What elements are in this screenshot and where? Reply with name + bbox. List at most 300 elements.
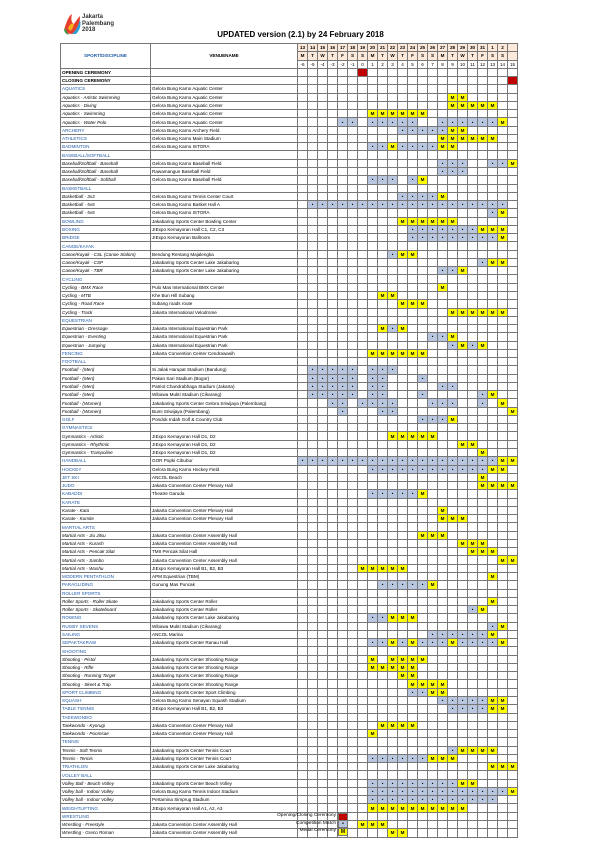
medal-cell: M: [478, 341, 488, 349]
empty-day-cell: [468, 391, 478, 399]
empty-day-cell: [378, 358, 388, 366]
empty-day-cell: [308, 473, 318, 481]
empty-day-cell: [478, 192, 488, 200]
empty-day-cell: [368, 482, 378, 490]
competition-cell: •: [438, 696, 448, 704]
empty-day-cell: [358, 93, 368, 101]
empty-day-cell: [328, 564, 338, 572]
empty-day-cell: [318, 531, 328, 539]
empty-day-cell: [318, 143, 328, 151]
empty-day-cell: [428, 589, 438, 597]
logo-line-1: Jakarta: [82, 14, 104, 20]
venue-name-cell: Jakabaring Sports Center Lake Jakabaring: [151, 614, 298, 622]
empty-day-cell: [438, 440, 448, 448]
empty-day-cell: [388, 515, 398, 523]
empty-day-cell: [308, 639, 318, 647]
empty-day-cell: [508, 258, 518, 266]
empty-day-cell: [318, 68, 328, 76]
empty-day-cell: [298, 746, 308, 754]
empty-day-cell: [418, 151, 428, 159]
empty-day-cell: [458, 606, 468, 614]
empty-day-cell: [378, 606, 388, 614]
empty-day-cell: [338, 440, 348, 448]
empty-day-cell: [448, 606, 458, 614]
empty-day-cell: [378, 647, 388, 655]
empty-day-cell: [328, 407, 338, 415]
empty-day-cell: [358, 482, 368, 490]
empty-day-cell: [458, 275, 468, 283]
empty-day-cell: [308, 176, 318, 184]
competition-cell: •: [418, 639, 428, 647]
day-offset-header-cell: 9: [448, 60, 458, 68]
empty-day-cell: [498, 374, 508, 382]
sport-name-cell: Karate - Kumite: [61, 515, 151, 523]
empty-day-cell: [508, 696, 518, 704]
empty-day-cell: [298, 225, 308, 233]
medal-cell: M: [398, 614, 408, 622]
empty-day-cell: [508, 829, 518, 837]
empty-day-cell: [418, 358, 428, 366]
empty-day-cell: [328, 763, 338, 771]
competition-cell: •: [478, 630, 488, 638]
empty-day-cell: [308, 110, 318, 118]
empty-day-cell: [498, 151, 508, 159]
sport-name-cell: Wrestling - Freestyle: [61, 820, 151, 828]
empty-day-cell: [328, 267, 338, 275]
competition-cell: •: [408, 234, 418, 242]
competition-cell: •: [438, 234, 448, 242]
empty-day-cell: [418, 407, 428, 415]
competition-cell: •: [408, 176, 418, 184]
empty-day-cell: [488, 358, 498, 366]
competition-cell: •: [338, 366, 348, 374]
medal-cell: M: [428, 581, 438, 589]
empty-day-cell: [458, 110, 468, 118]
empty-day-cell: [438, 291, 448, 299]
medal-cell: M: [388, 614, 398, 622]
empty-day-cell: [328, 606, 338, 614]
empty-day-cell: [488, 325, 498, 333]
empty-day-cell: [488, 539, 498, 547]
competition-cell: •: [368, 457, 378, 465]
discipline-row: [61, 432, 518, 440]
competition-cell: •: [478, 705, 488, 713]
empty-day-cell: [338, 680, 348, 688]
date-header-cell: 13: [298, 44, 308, 52]
empty-day-cell: [328, 730, 338, 738]
empty-day-cell: [498, 771, 508, 779]
empty-day-cell: [308, 606, 318, 614]
empty-day-cell: [448, 589, 458, 597]
empty-day-cell: [318, 85, 328, 93]
empty-day-cell: [298, 573, 308, 581]
empty-day-cell: [498, 93, 508, 101]
empty-day-cell: [498, 143, 508, 151]
empty-day-cell: [338, 465, 348, 473]
empty-day-cell: [458, 688, 468, 696]
empty-day-cell: [508, 209, 518, 217]
weekday-header-cell: W: [458, 52, 468, 60]
empty-day-cell: [458, 721, 468, 729]
empty-day-cell: [388, 573, 398, 581]
empty-day-cell: [448, 176, 458, 184]
competition-cell: •: [418, 581, 428, 589]
empty-day-cell: [428, 283, 438, 291]
empty-day-cell: [488, 184, 498, 192]
empty-day-cell: [358, 234, 368, 242]
medal-cell: M: [378, 721, 388, 729]
empty-day-cell: [448, 424, 458, 432]
empty-day-cell: [468, 672, 478, 680]
empty-day-cell: [398, 399, 408, 407]
empty-day-cell: [378, 217, 388, 225]
empty-day-cell: [508, 283, 518, 291]
empty-day-cell: [298, 68, 308, 76]
competition-cell: •: [498, 787, 508, 795]
sport-name-cell: RUGBY SEVENS: [61, 622, 151, 630]
sport-row: [61, 581, 518, 589]
empty-day-cell: [338, 622, 348, 630]
empty-day-cell: [418, 738, 428, 746]
venue-name-cell: Jakarta Convention Center Plenary Hall: [151, 721, 298, 729]
empty-day-cell: [328, 118, 338, 126]
competition-cell: •: [448, 779, 458, 787]
empty-day-cell: [488, 407, 498, 415]
empty-day-cell: [458, 614, 468, 622]
empty-day-cell: [378, 829, 388, 837]
empty-day-cell: [408, 498, 418, 506]
empty-day-cell: [408, 829, 418, 837]
empty-day-cell: [348, 730, 358, 738]
venue-name-cell: Jakabaring Sports Center Shooting Range: [151, 663, 298, 671]
sport-name-cell: Aquatics - Artistic Swimming: [61, 93, 151, 101]
medal-cell: M: [498, 399, 508, 407]
empty-day-cell: [468, 713, 478, 721]
empty-day-cell: [338, 325, 348, 333]
empty-day-cell: [298, 680, 308, 688]
empty-day-cell: [378, 730, 388, 738]
empty-day-cell: [508, 490, 518, 498]
sport-row: [61, 688, 518, 696]
empty-day-cell: [468, 614, 478, 622]
empty-day-cell: [338, 151, 348, 159]
empty-day-cell: [508, 796, 518, 804]
medal-cell: M: [448, 804, 458, 812]
empty-day-cell: [308, 647, 318, 655]
competition-cell: •: [438, 225, 448, 233]
sport-row: [61, 573, 518, 581]
empty-day-cell: [308, 333, 318, 341]
empty-day-cell: [358, 606, 368, 614]
medal-cell: M: [478, 539, 488, 547]
discipline-row: [61, 118, 518, 126]
empty-day-cell: [458, 283, 468, 291]
empty-day-cell: [458, 382, 468, 390]
empty-day-cell: [318, 449, 328, 457]
empty-day-cell: [508, 730, 518, 738]
empty-day-cell: [508, 531, 518, 539]
empty-day-cell: [338, 639, 348, 647]
empty-day-cell: [368, 581, 378, 589]
empty-day-cell: [358, 531, 368, 539]
empty-day-cell: [388, 192, 398, 200]
empty-day-cell: [478, 713, 488, 721]
venue-name-cell: [151, 184, 298, 192]
venue-name-cell: Jakabaring Sports Center Lake Jakabaring: [151, 258, 298, 266]
day-offset-header-cell: 4: [398, 60, 408, 68]
empty-day-cell: [488, 68, 498, 76]
empty-day-cell: [358, 548, 368, 556]
empty-day-cell: [468, 242, 478, 250]
sport-row: [61, 151, 518, 159]
empty-day-cell: [408, 556, 418, 564]
empty-day-cell: [508, 126, 518, 134]
empty-day-cell: [348, 556, 358, 564]
medal-cell: M: [408, 250, 418, 258]
empty-day-cell: [298, 771, 308, 779]
competition-cell: •: [488, 622, 498, 630]
empty-day-cell: [468, 647, 478, 655]
medal-cell: M: [468, 539, 478, 547]
empty-day-cell: [338, 796, 348, 804]
competition-cell: •: [408, 143, 418, 151]
medal-cell: M: [448, 415, 458, 423]
medal-cell: M: [438, 680, 448, 688]
empty-day-cell: [438, 597, 448, 605]
empty-day-cell: [478, 85, 488, 93]
empty-day-cell: [328, 630, 338, 638]
empty-day-cell: [328, 242, 338, 250]
weekday-header-cell: T: [308, 52, 318, 60]
empty-day-cell: [298, 630, 308, 638]
empty-day-cell: [368, 473, 378, 481]
day-offset-header-cell: 6: [418, 60, 428, 68]
empty-day-cell: [348, 291, 358, 299]
empty-day-cell: [398, 473, 408, 481]
medal-cell: M: [388, 663, 398, 671]
empty-day-cell: [368, 415, 378, 423]
empty-day-cell: [368, 688, 378, 696]
day-offset-header-cell: -5: [308, 60, 318, 68]
empty-day-cell: [438, 589, 448, 597]
empty-day-cell: [458, 771, 468, 779]
empty-day-cell: [338, 754, 348, 762]
sport-name-cell: Football - (Women): [61, 407, 151, 415]
empty-day-cell: [478, 126, 488, 134]
venue-name-cell: Gelora Bung Karno Hockey Field: [151, 465, 298, 473]
medal-cell: M: [458, 341, 468, 349]
medal-cell: M: [378, 291, 388, 299]
empty-day-cell: [428, 382, 438, 390]
empty-day-cell: [398, 738, 408, 746]
empty-day-cell: [358, 242, 368, 250]
competition-cell: •: [378, 407, 388, 415]
empty-day-cell: [368, 771, 378, 779]
competition-cell: •: [458, 796, 468, 804]
empty-day-cell: [298, 234, 308, 242]
empty-day-cell: [508, 622, 518, 630]
empty-day-cell: [508, 201, 518, 209]
medal-cell: M: [468, 746, 478, 754]
empty-day-cell: [478, 614, 488, 622]
sport-name-cell: ATHLETICS: [61, 134, 151, 142]
competition-cell: •: [438, 126, 448, 134]
venue-name-cell: Jakarta Convention Center Plenary Hall: [151, 482, 298, 490]
date-header-cell: 14: [308, 44, 318, 52]
empty-day-cell: [438, 101, 448, 109]
competition-cell: •: [328, 366, 338, 374]
empty-day-cell: [348, 308, 358, 316]
empty-day-cell: [378, 523, 388, 531]
empty-day-cell: [378, 440, 388, 448]
empty-day-cell: [438, 184, 448, 192]
empty-day-cell: [458, 399, 468, 407]
empty-day-cell: [338, 738, 348, 746]
empty-day-cell: [418, 482, 428, 490]
empty-day-cell: [358, 779, 368, 787]
empty-day-cell: [418, 614, 428, 622]
empty-day-cell: [488, 730, 498, 738]
empty-day-cell: [398, 415, 408, 423]
empty-day-cell: [378, 424, 388, 432]
empty-day-cell: [488, 151, 498, 159]
sport-row: [61, 630, 518, 638]
empty-day-cell: [348, 358, 358, 366]
empty-day-cell: [468, 531, 478, 539]
medal-cell: M: [448, 143, 458, 151]
empty-day-cell: [388, 548, 398, 556]
empty-day-cell: [298, 672, 308, 680]
empty-day-cell: [338, 779, 348, 787]
empty-day-cell: [338, 763, 348, 771]
empty-day-cell: [488, 110, 498, 118]
empty-day-cell: [328, 151, 338, 159]
empty-day-cell: [488, 498, 498, 506]
empty-day-cell: [398, 523, 408, 531]
empty-day-cell: [298, 391, 308, 399]
empty-day-cell: [358, 738, 368, 746]
empty-day-cell: [478, 738, 488, 746]
empty-day-cell: [478, 217, 488, 225]
empty-day-cell: [498, 663, 508, 671]
venue-name-cell: JIExpo Kemayoran Hall D1, D2: [151, 449, 298, 457]
empty-day-cell: [298, 325, 308, 333]
venue-name-cell: [151, 771, 298, 779]
empty-day-cell: [448, 680, 458, 688]
empty-day-cell: [508, 655, 518, 663]
empty-day-cell: [378, 308, 388, 316]
empty-day-cell: [358, 184, 368, 192]
empty-day-cell: [498, 449, 508, 457]
empty-day-cell: [488, 333, 498, 341]
empty-day-cell: [428, 573, 438, 581]
empty-day-cell: [408, 209, 418, 217]
empty-day-cell: [348, 655, 358, 663]
medal-cell: M: [368, 564, 378, 572]
discipline-row: [61, 754, 518, 762]
medal-cell: M: [468, 308, 478, 316]
empty-day-cell: [458, 738, 468, 746]
empty-day-cell: [328, 573, 338, 581]
medal-cell: M: [508, 407, 518, 415]
empty-day-cell: [308, 498, 318, 506]
empty-day-cell: [368, 85, 378, 93]
empty-day-cell: [318, 250, 328, 258]
empty-day-cell: [388, 333, 398, 341]
empty-day-cell: [458, 531, 468, 539]
empty-day-cell: [328, 647, 338, 655]
empty-day-cell: [468, 333, 478, 341]
empty-day-cell: [428, 101, 438, 109]
medal-cell: M: [498, 234, 508, 242]
medal-cell: M: [408, 639, 418, 647]
medal-cell: M: [468, 779, 478, 787]
competition-cell: •: [428, 143, 438, 151]
empty-day-cell: [358, 275, 368, 283]
medal-cell: M: [428, 804, 438, 812]
medal-cell: M: [488, 134, 498, 142]
empty-day-cell: [348, 134, 358, 142]
empty-day-cell: [398, 622, 408, 630]
empty-day-cell: [408, 341, 418, 349]
empty-day-cell: [408, 705, 418, 713]
empty-day-cell: [438, 77, 448, 85]
empty-day-cell: [478, 573, 488, 581]
competition-cell: •: [378, 465, 388, 473]
empty-day-cell: [348, 275, 358, 283]
empty-day-cell: [458, 730, 468, 738]
competition-cell: •: [428, 399, 438, 407]
venue-name-cell: Jakarta Convention Center Assembly Hall: [151, 539, 298, 547]
venue-name-cell: APM Equestrian (TBM): [151, 573, 298, 581]
empty-day-cell: [388, 672, 398, 680]
competition-cell: •: [308, 374, 318, 382]
sport-name-cell: Aquatics - Diving: [61, 101, 151, 109]
empty-day-cell: [348, 746, 358, 754]
empty-day-cell: [388, 523, 398, 531]
competition-cell: •: [388, 325, 398, 333]
sport-name-cell: Shooting - Pistol: [61, 655, 151, 663]
discipline-row: [61, 201, 518, 209]
empty-day-cell: [378, 126, 388, 134]
empty-day-cell: [308, 415, 318, 423]
sport-name-cell: GYMNASTICS: [61, 424, 151, 432]
empty-day-cell: [398, 234, 408, 242]
competition-cell: •: [368, 382, 378, 390]
empty-day-cell: [428, 85, 438, 93]
weekday-header-cell: F: [408, 52, 418, 60]
competition-cell: •: [348, 457, 358, 465]
medal-cell: M: [478, 482, 488, 490]
empty-day-cell: [348, 101, 358, 109]
empty-day-cell: [388, 440, 398, 448]
sport-name-cell: Baseball/Softball - Softball: [61, 176, 151, 184]
venue-name-cell: Jakarta Convention Center Assembly Hall: [151, 556, 298, 564]
empty-day-cell: [368, 539, 378, 547]
empty-day-cell: [338, 663, 348, 671]
empty-day-cell: [478, 333, 488, 341]
empty-day-cell: [418, 539, 428, 547]
empty-day-cell: [348, 151, 358, 159]
empty-day-cell: [468, 688, 478, 696]
empty-day-cell: [328, 705, 338, 713]
empty-day-cell: [368, 209, 378, 217]
empty-day-cell: [408, 746, 418, 754]
empty-day-cell: [428, 77, 438, 85]
empty-day-cell: [438, 68, 448, 76]
sport-name-cell: SPORT CLIMBING: [61, 688, 151, 696]
venue-name-cell: Gunung Mas Puncak: [151, 581, 298, 589]
